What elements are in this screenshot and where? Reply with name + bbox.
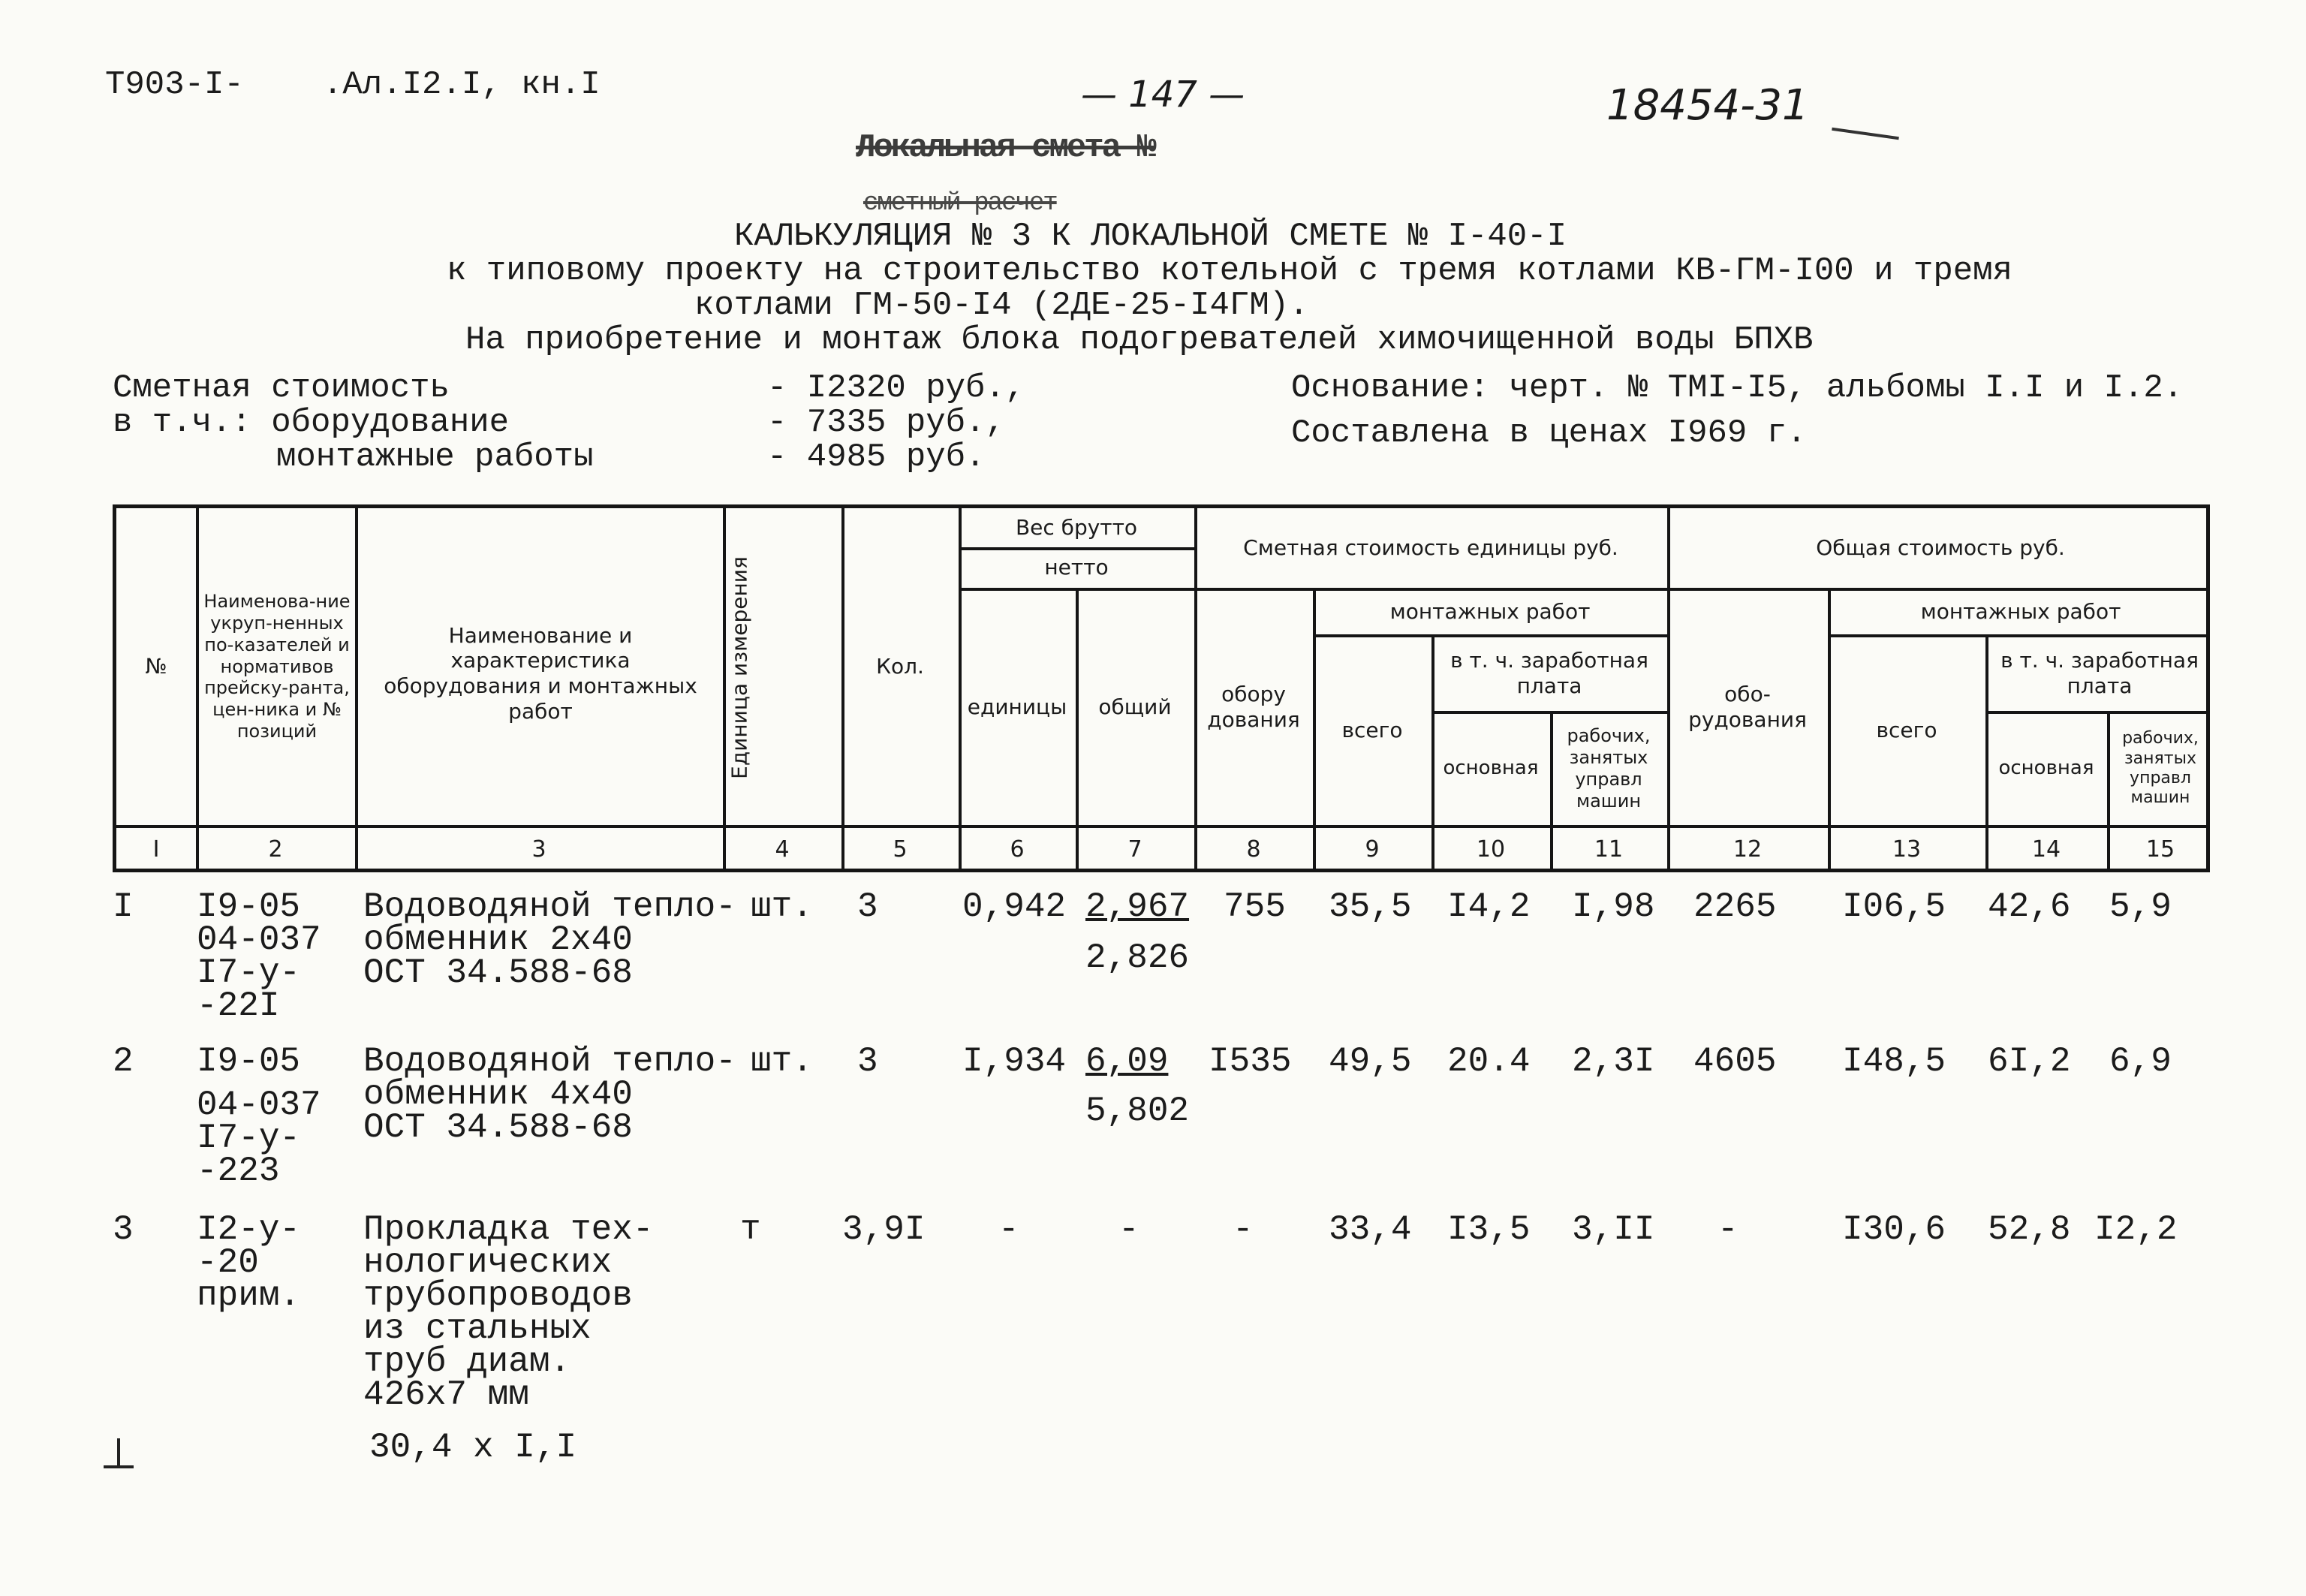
- row-norm-line: I9-05: [197, 1042, 301, 1081]
- col-install-header: монтажных работ: [1389, 599, 1591, 625]
- row-no: 3: [113, 1210, 134, 1249]
- col-num-10: 10: [1476, 836, 1506, 863]
- row-t-equip: -: [1717, 1210, 1739, 1249]
- row-t-equip: 4605: [1693, 1042, 1777, 1081]
- col-basic-header: основная: [1443, 757, 1539, 780]
- row-unit: шт.: [751, 1042, 813, 1081]
- row-name-line: ОСТ 34.588-68: [363, 1108, 633, 1147]
- row-t-machine: I2,2: [2094, 1210, 2178, 1249]
- row-norm-line: -20: [197, 1243, 259, 1282]
- col-num-11: 11: [1594, 836, 1624, 863]
- row-equip: 755: [1224, 887, 1286, 926]
- row-weight-unit: 0,942: [962, 887, 1067, 926]
- row-basic: I3,5: [1447, 1210, 1531, 1249]
- row-name-line: Водоводяной тепло-: [363, 887, 736, 926]
- basis-text: Основание: черт. № ТМI-I5, альбомы I.I и I.2.: [1291, 369, 2184, 407]
- row-all: 35,5: [1329, 887, 1412, 926]
- row-t-all: I30,6: [1842, 1210, 1946, 1249]
- col-t-wages-header: в т. ч. заработная плата: [2000, 648, 2199, 698]
- row-name-line: трубопроводов: [363, 1276, 633, 1315]
- col-weight-total-header: общий: [1098, 694, 1172, 720]
- row-name-line: Водоводяной тепло-: [363, 1042, 736, 1081]
- row-no: 2: [113, 1042, 134, 1081]
- col-t-install-header: монтажных работ: [1920, 599, 2121, 625]
- col-weight-header: Вес брутто: [1015, 515, 1138, 541]
- col-qty-header: Кол.: [876, 654, 924, 679]
- row-name-line: 426х7 мм: [363, 1375, 529, 1414]
- row-norm-line: 04-037: [197, 920, 321, 959]
- row-all: 49,5: [1329, 1042, 1412, 1081]
- doc-ref-album: .Ал.I2.I, кн.I: [323, 66, 601, 104]
- row-unit: т: [740, 1210, 761, 1249]
- col-t-machine-header: рабочих, занятых управл машин: [2122, 729, 2199, 808]
- row-qty: 3: [857, 887, 878, 926]
- col-norm-header: Наименова-ние укруп-ненных по-казателей и нормативов прейску-ранта, цен-ника и № позиций: [203, 591, 351, 742]
- row-norm-line: I9-05: [197, 887, 301, 926]
- row-weight-unit: I,934: [962, 1042, 1067, 1081]
- col-num-6: 6: [1010, 836, 1025, 863]
- row-name-line: обменник 2х40: [363, 920, 633, 959]
- col-unit-cost-header: Сметная стоимость единицы руб.: [1243, 535, 1618, 561]
- install-value: - 4985 руб.: [767, 438, 986, 476]
- row-machine: 3,II: [1572, 1210, 1655, 1249]
- row-t-basic: 6I,2: [1988, 1042, 2071, 1081]
- equipment-value: - 7335 руб.,: [767, 404, 1005, 441]
- row-equip: I535: [1209, 1042, 1292, 1081]
- col-unit-header: Единица измерения: [727, 556, 752, 779]
- page-number: — 147 —: [1081, 74, 1245, 116]
- col-total-cost-header: Общая стоимость руб.: [1816, 535, 2065, 561]
- row-qty: 3,9I: [842, 1210, 926, 1249]
- row-weight-total: 6,09: [1085, 1042, 1169, 1081]
- row-basic: 20.4: [1447, 1042, 1531, 1081]
- col-num-1: I: [152, 836, 160, 863]
- doc-ref-left: Т903-I-: [105, 66, 244, 104]
- row-norm-line: прим.: [197, 1276, 301, 1315]
- archive-number: 18454-31: [1606, 81, 1809, 130]
- subtitle-line-2: котлами ГМ-50-I4 (2ДЕ-25-I4ГМ).: [694, 287, 1309, 324]
- row-name-line: Прокладка тех-: [363, 1210, 654, 1249]
- row-weight-net: 2,826: [1085, 938, 1190, 977]
- install-label: монтажные работы: [276, 438, 594, 476]
- col-wages-header: в т. ч. заработная плата: [1450, 648, 1648, 698]
- col-equip-header: обору дования: [1207, 682, 1300, 732]
- col-num-15: 15: [2145, 836, 2175, 863]
- col-num-7: 7: [1127, 836, 1142, 863]
- struck-title: Локальная смета №: [856, 129, 1155, 167]
- row-basic: I4,2: [1447, 887, 1531, 926]
- prices-text: Составлена в ценах I969 г.: [1291, 414, 1807, 452]
- row-norm-line: I7-у-: [197, 1119, 301, 1158]
- col-num-14: 14: [2031, 836, 2061, 863]
- row-weight-total: -: [1118, 1210, 1139, 1249]
- row-machine: 2,3I: [1572, 1042, 1655, 1081]
- row-weight-net: 5,802: [1085, 1092, 1190, 1131]
- col-num-4: 4: [775, 836, 790, 863]
- row-norm-line: -22I: [197, 986, 280, 1025]
- estimate-table-header: [113, 504, 2210, 872]
- row-t-all: I06,5: [1842, 887, 1946, 926]
- col-weight-net-header: нетто: [1044, 555, 1109, 580]
- row-norm-line: 04-037: [197, 1086, 321, 1125]
- col-num-8: 8: [1246, 836, 1261, 863]
- row-name-line: обменник 4х40: [363, 1075, 633, 1114]
- row-qty: 3: [857, 1042, 878, 1081]
- col-t-basic-header: основная: [1998, 757, 2094, 780]
- cost-value: - I2320 руб.,: [767, 369, 1025, 407]
- row-weight-unit: -: [998, 1210, 1019, 1249]
- subtitle-line-1: к типовому проекту на строительство котельной с тремя котлами КВ-ГМ-I00 и тремя: [447, 252, 2012, 290]
- footnote-formula: 30,4 х I,I: [369, 1428, 577, 1467]
- col-num-13: 13: [1892, 836, 1922, 863]
- document-title: КАЛЬКУЛЯЦИЯ № 3 К ЛОКАЛЬНОЙ СМЕТЕ № I-40-I: [734, 218, 1567, 255]
- footnote-mark: [117, 1438, 120, 1467]
- row-no: I: [113, 887, 134, 926]
- row-norm-line: -223: [197, 1152, 280, 1191]
- col-no-header: №: [145, 654, 167, 679]
- col-num-12: 12: [1733, 836, 1763, 863]
- subtitle-line-3: На приобретение и монтаж блока подогревателей химочищенной воды БПХВ: [465, 321, 1814, 359]
- row-t-equip: 2265: [1693, 887, 1777, 926]
- row-name-line: труб диам.: [363, 1342, 571, 1381]
- col-num-5: 5: [893, 836, 908, 863]
- row-name-line: ОСТ 34.588-68: [363, 953, 633, 992]
- col-num-3: 3: [531, 836, 546, 863]
- row-name-line: из стальных: [363, 1309, 592, 1348]
- row-t-machine: 6,9: [2109, 1042, 2172, 1081]
- col-machine-header: рабочих, занятых управл машин: [1567, 725, 1651, 812]
- col-name-header: Наименование и характеристика оборудования и монтажных работ: [384, 622, 697, 724]
- row-name-line: нологических: [363, 1243, 613, 1282]
- row-t-all: I48,5: [1842, 1042, 1946, 1081]
- row-t-machine: 5,9: [2109, 887, 2172, 926]
- row-weight-total: 2,967: [1085, 887, 1190, 926]
- row-machine: I,98: [1572, 887, 1655, 926]
- row-equip: -: [1233, 1210, 1254, 1249]
- col-num-2: 2: [268, 836, 283, 863]
- struck-subtitle: сметный расчет: [863, 189, 1057, 218]
- row-t-basic: 52,8: [1988, 1210, 2071, 1249]
- row-t-basic: 42,6: [1988, 887, 2071, 926]
- row-unit: шт.: [751, 887, 813, 926]
- col-weight-unit-header: единицы: [967, 694, 1067, 720]
- col-t-equip-header: обо-рудования: [1688, 682, 1807, 732]
- incl-label: в т.ч.: оборудование: [113, 404, 510, 441]
- row-norm-line: I7-у-: [197, 953, 301, 992]
- pen-stroke: [1832, 128, 1899, 140]
- col-all-header: всего: [1341, 718, 1403, 743]
- row-norm-line: I2-у-: [197, 1210, 301, 1249]
- col-t-all-header: всего: [1876, 718, 1937, 743]
- row-all: 33,4: [1329, 1210, 1412, 1249]
- col-num-9: 9: [1365, 836, 1380, 863]
- cost-label: Сметная стоимость: [113, 369, 450, 407]
